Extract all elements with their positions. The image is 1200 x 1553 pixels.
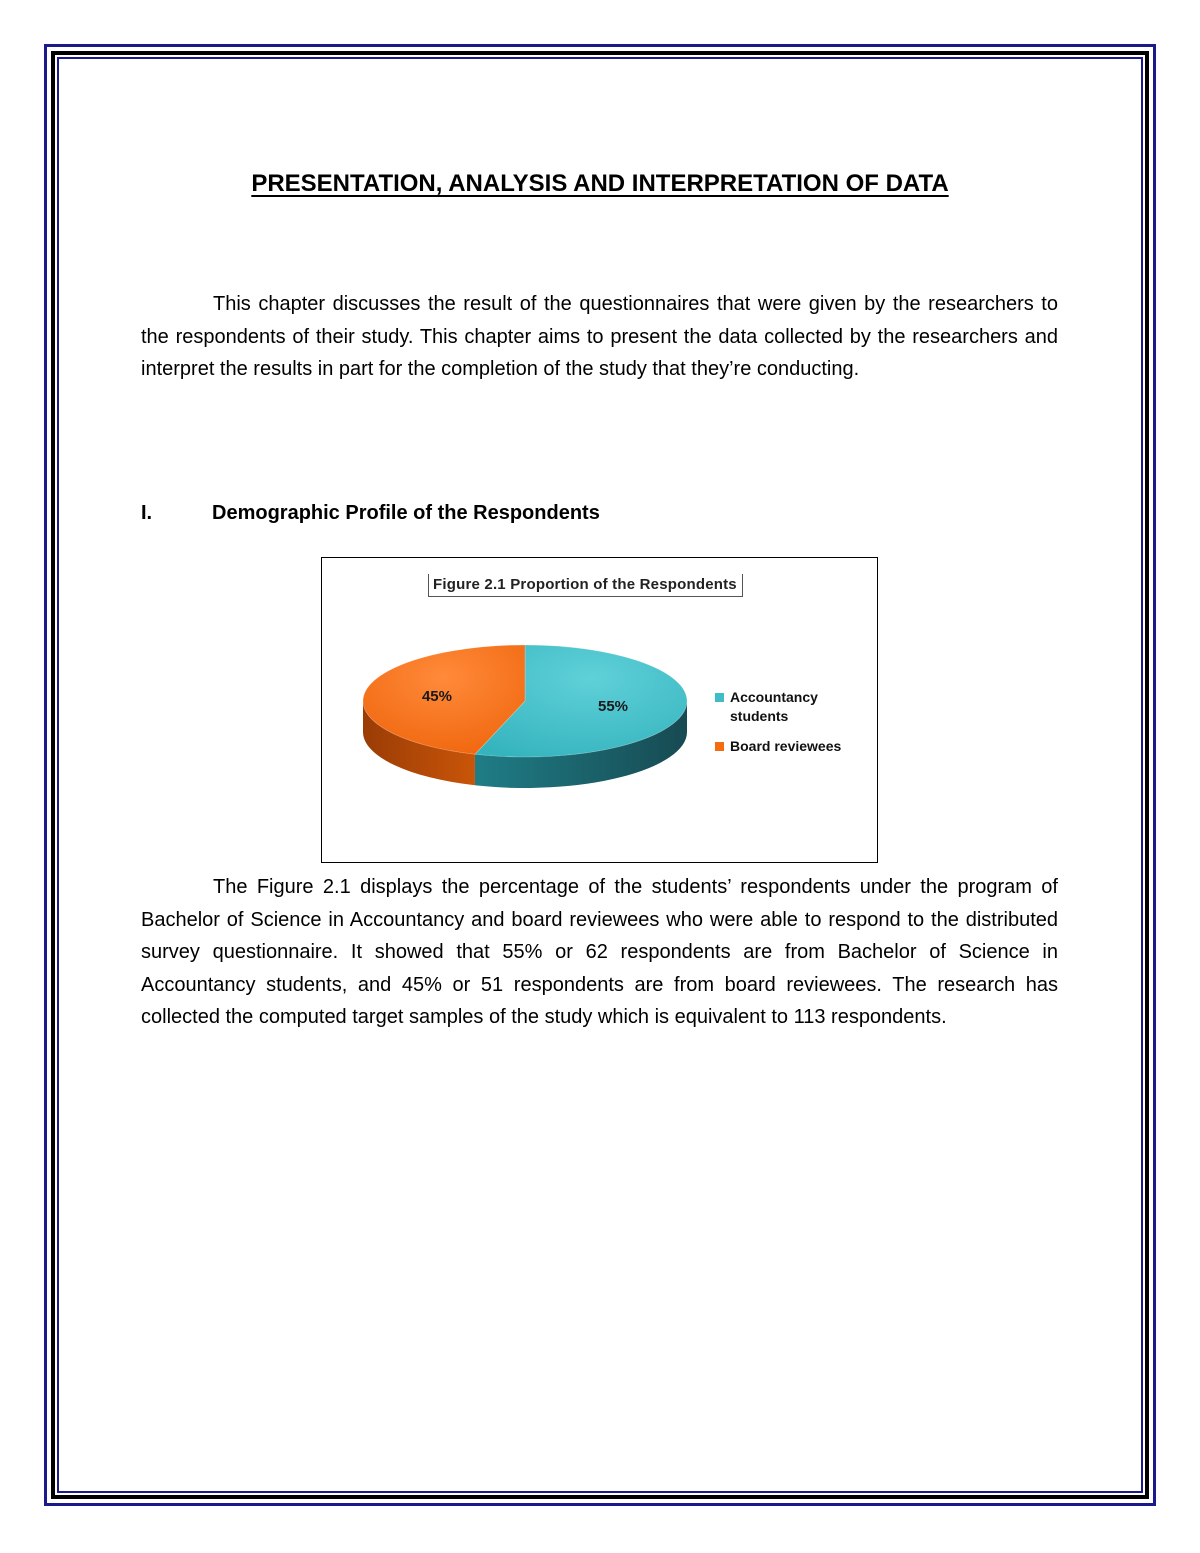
pie-data-label-accountancy: 55% [597,697,629,715]
chart-legend [715,688,860,767]
section-number: I. [141,502,153,524]
pie-data-label-board-reviewees: 45% [421,688,453,706]
intro-paragraph: This chapter discusses the result of the questionnaires that were given by the researchers to the respondents of their study. This chapter aims to present the data collected by the researchers and interpret the results in part for the completion of the study that they’re conducting. [141,293,1058,380]
section-heading [141,502,600,525]
discussion-paragraph: The Figure 2.1 displays the percentage of the students’ respondents under the program of Bachelor of Science in Accountancy and board reviewees who were able to respond to the distributed survey questionnaire. It showed that 55% or 62 respondents are from Bachelor of Science in Accountancy students, and 45% or 51 respondents are from board reviewees. The research has collected the computed target samples of the study which is equivalent to 113 respondents. [141,876,1058,1028]
legend-item-board-reviewees [715,737,860,756]
page-title: PRESENTATION, ANALYSIS AND INTERPRETATION OF DATA [251,170,949,197]
legend-label-accountancy: Accountancy students [730,689,818,724]
legend-swatch-board-reviewees [715,742,724,751]
section-title: Demographic Profile of the Respondents [212,502,600,524]
chart-title: Figure 2.1 Proportion of the Respondents [428,574,743,597]
legend-swatch-accountancy [715,693,724,702]
pie-chart-figure [321,557,878,863]
legend-item-accountancy [715,688,860,726]
legend-label-board-reviewees: Board reviewees [730,738,842,754]
